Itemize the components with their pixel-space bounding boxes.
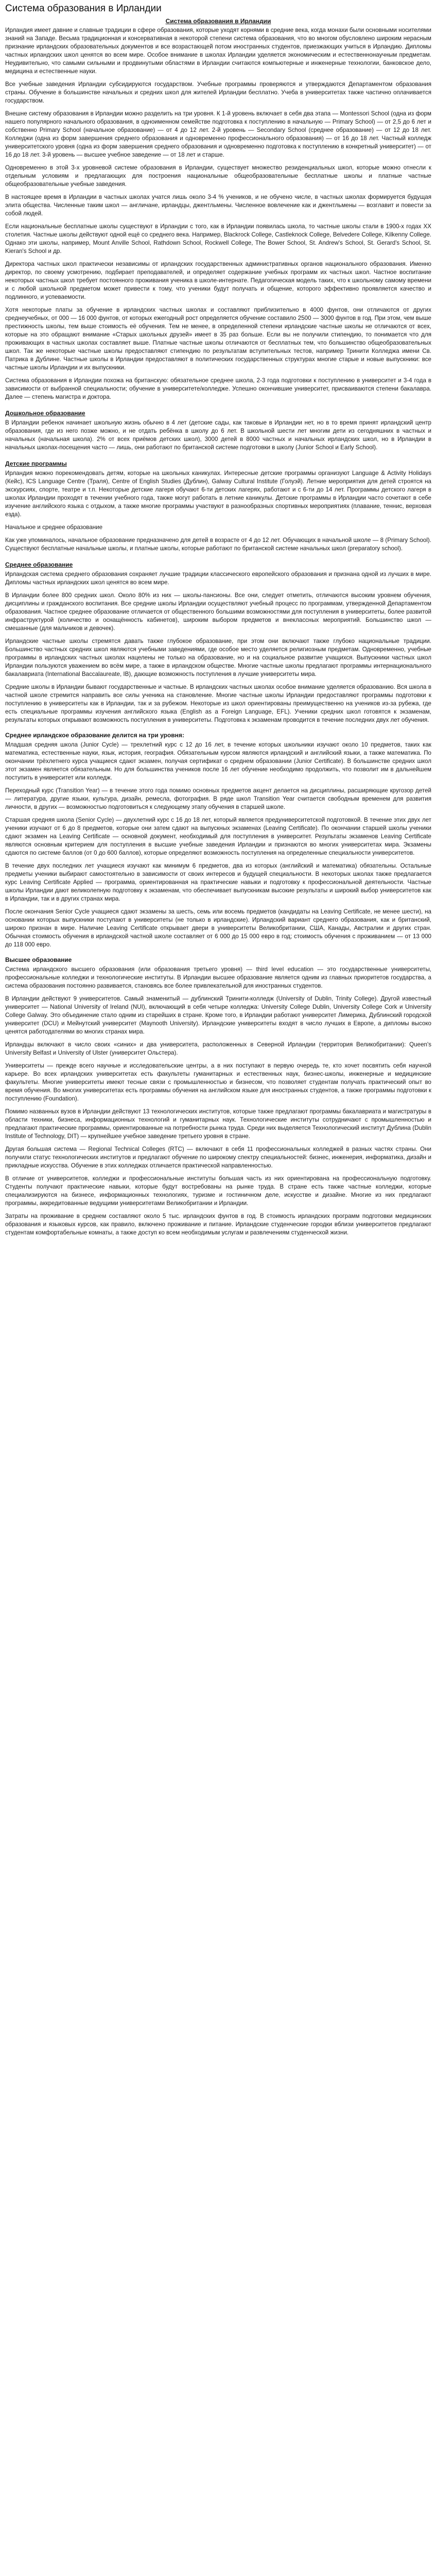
paragraph: В Ирландии более 800 средних школ. Около 80% из них — школы-пансионы. Все они, следует отметить, отличаются высоким уровнем обучения, дисциплины и гражданского воспитания. Все средние школы Ирландии осуществляют учебный процесс по программам, утвержденной Департаментом образования. Частное среднее образование отличается от общественного большими возможностями для поступления в университеты, более развитой инфраструктурой (количество и оснащённость кабинетов), широким выбором предметов и внеклассных мероприятий. Большинство школ — смешанные (для мальчиков и девочек).	[5, 592, 431, 632]
section-heading: Среднее ирландское образование делится на три уровня:	[5, 732, 184, 739]
paragraph: Все учебные заведения Ирландии субсидируются государством. Учебные программы проверяются и утверждаются Департаментом образования страны. Обучение в большинстве начальных и средних школ для жителей Ирландии бесплатно. Учеба в университетах также частично оплачивается государством.	[5, 81, 431, 104]
section-heading: Дошкольное образование	[5, 410, 85, 417]
paragraph: Помимо названных вузов в Ирландии действуют 13 технологических институтов, которые также предлагают программы бакалавриата и магистратуры в области техники, бизнеса, информационных технологий и гуманитарных наук. Технологические институты сотрудничают с промышленностью и предлагают практические программы, ориентированные на потребности рынка труда. Среди них выделяется Технологический институт Дублина (Dublin Institute of Technology, DIT) — крупнейшее учебное заведение третьего уровня в стране.	[5, 1108, 431, 1140]
paragraph: Переходный курс (Transition Year) — в течение этого года помимо основных предметов акцент делается на дисциплины, расширяющие кругозор детей — литература, другие языки, культура, дизайн, ремесла, фотография. В ряде школ Transition Year считается свободным временем для развития личности, в других — возможностью подготовиться к следующему этапу обучения в старшей школе.	[5, 787, 431, 810]
paragraph: Ирландия можно порекомендовать детям, которые на школьных каникулах. Интересные детские программы организуют Language & Activity Holidays (Кейс), ICS Language Centre (Траля), Centre of English Studies (Дублин), Galway Cultural Institute (Голуэй). Летние мероприятия для детей строятся на экскурсиях, спорте, театре и т.п. Некоторые детские лагеря обучают 6-ти детских лагерях, работают и с 6-ти до 14 лет. Программы детского лагеря в школах Ирландии проходят в течении учебного года, также могут работать в летние каникулы. Детские программы в Ирландии часто сочетают в себе изучение английского языка с отдыхом, а также многие программы участвуют в разнообразных спортивных мероприятиях (плавание, теннис, верховая езда).	[5, 470, 431, 518]
paragraph: Система образования в Ирландии похожа на британскую: обязательное среднее школа, 2-3 года подготовки к поступлению в университет и 3-4 года в зависимости от выбранной специальности; обучение в университете/колледже. Успешно окончившие университет, присваиваются степени бакалавра. Далее — степень магистра и доктора.	[5, 377, 431, 400]
paragraph: Затраты на проживание в среднем составляют около 5 тыс. ирландских фунтов в год. В стоимость ирландских программ подготовки медицинских образования и языковых курсов, как правило, включено проживание и питание. Ирландские студенческие городки вблизи университетов предлагают студентам комфортабельные комнаты, а также доступ ко всем необходимым услугам и развлечениям студенческой жизни.	[5, 1213, 431, 1236]
paragraph: Ирландцы включают в число своих «синих» и два университета, расположенных в Северной Ирландии (территория Великобритании): Queen's University Belfast и University of Ulster (университет Ольстера).	[5, 1041, 431, 1056]
article-body	[5, 18, 431, 1237]
paragraph: Младшая средняя школа (Junior Cycle) — трехлетний курс с 12 до 16 лет, в течение которых школьники изучают около 10 предметов, таких как математика, естественные науки, язык, история, география. Обязательным курсом являются ирландский и английский языки, а также математика. По окончании трёхлетнего курса учащиеся сдают экзамен, получая сертификат о среднем образовании (Junior Certificate). В большинстве средних школ этот экзамен является обязательным. Но для большинства учеников после 16 лет обучение необходимо продолжить, что позволит им в дальнейшем поступить в университет или колледж.	[5, 741, 431, 781]
paragraph: После окончания Senior Cycle учащиеся сдают экзамены за шесть, семь или восемь предметов (кандидаты на Leaving Certificate, не менее шести), на основании которых выпускники поступают в университеты (не только в ирландские). Ирландский вариант среднего образования, как и британский, широко признан в мире. Наличие Leaving Certificate открывает двери в университеты Великобритании, США, Канады, Австралии и других стран. Обычная стоимость обучения в ирландской частной школе составляет от 6 000 до 15 000 евро в год; стоимость обучения с проживанием — от 13 000 до 118 000 евро.	[5, 908, 431, 948]
paragraph: Система ирландского высшего образования (или образования третьего уровня) — third level education — это государственные университеты, профессиональные колледжи и технологические институты. В Ирландии высшее образование является одним из главных приоритетов государства, а система образования постоянно развивается, становясь все более привлекательной для иностранных студентов.	[5, 966, 431, 989]
paragraph: Университеты — прежде всего научные и исследовательские центры, а в них поступают в первую очередь те, кто хочет посвятить себя научной карьере. Во всех ирландских университетах есть факультеты гуманитарных и естественных наук, бизнес-школы, инженерные и медицинские факультеты. Многие университеты имеют тесные связи с промышленностью и бизнесом, что позволяет студентам получать практический опыт во время обучения. Во многих университетах есть программы обучения на английском языке для иностранных студентов, а также программы подготовки к поступлению (Foundation).	[5, 1062, 431, 1102]
paragraph: Если национальные бесплатные школы существуют в Ирландии с того, как в Ирландии появилась школа, то частные школы стали в 1900-х годах XX столетия. Частные школы действуют одной ещё со среднего века. Например, Blackrock College, Castleknock College, Belvedere College, Kilkenny College. Однако эти школы, например, Mount Anville School, Rathdown School, Rockwell College, The Bower School, St. Andrew's School, St. Gerard's School, St. Kieran's School и др.	[5, 223, 431, 255]
article-heading: Система образования в Ирландии	[165, 18, 271, 25]
paragraph: Директора частных школ практически независимы от ирландских государственных административных органов национального образования. Именно директор, по своему усмотрению, подбирает преподавателей, и определяет содержание учебных программ их частных школ. Частное воспитание некоторых частных школ требует постоянного проживания ученика в школе-интернате. Педагогическая модель таких, что к школьному самому времени и с любой школьной предметом может привести к тому, что ученики будут получать и общение, которого эффективно проявляется качество и подлинного, и успеваемости.	[5, 261, 431, 300]
section-heading: Среднее образование	[5, 561, 73, 568]
paragraph: Средние школы в Ирландии бывают государственные и частные. В ирландских частных школах особое внимание уделяется образованию. Вся школа в частной школе стремится направить все силы ученика на становление. Многие частные школы Ирландии предоставляют программы подготовки к поступлению в университеты как в Ирландии, так и за рубежом. Некоторые из школ ориентированы преимущественно на учеников из-за рубежа, где есть специальные программы изучения английского языка (English as a Foreign Language, EFL). Ученики средних школ готовятся к экзаменам, результаты которых открывают возможность поступления в университеты. Подготовка к экзаменам проводится в течение последних двух лет обучения.	[5, 684, 431, 723]
paragraph: Внешне систему образования в Ирландии можно разделить на три уровня. К 1-й уровень включает в себя два этапа — Montessori School (одна из форм нашего популярного начального образования, в одноименном семействе подготовка к поступлению в начальную — Primary School) — от 2,5 до 6 лет и собственно Primary School (начальное образование) — от 4 до 12 лет. 2-й уровень — Secondary School (среднее образование) — от 12 до 18 лет. Колледжи (одна из форм завершения среднего образования и одновременно профессионального образования) — от 16 до 18 лет. Частный колледж университетского уровня (одна из форм завершения среднего образования и одновременно подготовка к поступлению в конкретный университет) — от 16 до 18 лет. 3-й уровень — высшее учебное заведение — от 18 лет и старше.	[5, 110, 431, 158]
paragraph: В Ирландии ребенок начинает школьную жизнь обычно в 4 лет (детские сады, как таковые в Ирландии нет, но в то время принят ирландский центр образования, где из него позже можно, и не отдать ребёнка в школу до 6 лет. В школьной шести лет многим дети из сегодняшних в частных и начальных (начальная школа). 2% от всех приёмов детских школ), 3000 детей в 8000 частных и начальных ирландских школ, но в Ирландии в начальных школах-посещения часто — лишь, они работают по британской системе подготовки в школу (Junior School и Early School).	[5, 419, 431, 451]
paragraph: Ирландская система среднего образования сохраняет лучшие традиции классического европейского образования и признана одной из лучших в мире. Дипломы частных ирландских школ ценятся во всем мире.	[5, 571, 431, 586]
paragraph: В течение двух последних лет учащиеся изучают как минимум 6 предметов, два из которых (английский и математика) обязательны. Остальные предметы ученики выбирают самостоятельно в зависимости от своих интересов и будущей специальности. В некоторых школах также предлагается курс Leaving Certificate Applied — программа, ориентированная на практические навыки и подготовку к профессиональной деятельности. Частные школы Ирландии дают великолепную подготовку к экзаменам, что обеспечивает выпускникам высокие результаты и широкий выбор университетов как в Ирландии, так и в других странах мира.	[5, 862, 431, 902]
paragraph: Другая большая система — Regional Technical Colleges (RTC) — включают в себя 11 профессиональных колледжей в разных частях страны. Они получили статус технологических институтов и предлагают обучение по широкому спектру специальностей: бизнес, инженерия, информатика, дизайн и прикладные искусства. Обучение в этих колледжах отличается практической направленностью.	[5, 1146, 431, 1169]
paragraph: В отличие от университетов, колледжи и профессиональные институты большая часть из них ориентирована на профессиональную подготовку. Студенты получают практические навыки, которые будут востребованы на рынке труда. В стране есть также частные колледжи, которые специализируются на бизнесе, информационных технологиях, туризме и гостиничном деле, искусстве и дизайне. Многие из них предлагают программы, аккредитованные ведущими университетами Великобритании и Ирландии.	[5, 1175, 431, 1207]
paragraph: Одновременно в этой 3-х уровневой системе образования в Ирландии, существует множество резиденциальных школ, которые можно отнесли к отдельным условиям и предлагающих для построения национальные общеобразовательные бесплатные школы и платные частные общеобразовательные учебные заведения.	[5, 164, 431, 188]
paragraph: Начальное и среднее образование	[5, 524, 103, 531]
section-heading: Детские программы	[5, 460, 67, 467]
paragraph: Хотя некоторые платы за обучение в ирландских частных школах и составляют приблизительно в 4000 фунтов, они отличаются от других среднеучебных, от 000 — 16 000 фунтов, от которых ежегодный рост определяется обучение составило 2500 — 3000 фунтов в год. При этом, чем выше престижность школы, тем выше стоимость её обучения. Тем не менее, в определенной степени ирландские частные школы не отличаются от всех, которые на это обращают внимание «Старых школьных друзей» имеет в 35 раз больше. Если вы не получили стипендию, то понимается что для проживающих в частных школах составляет выше. Платные частные школы отличаются от бесплатных тем, что большинство общеобразовательных школ. Так же некоторые частные школы предоставляют стипендию по результатам вступительных тестов, например Тринити Колледжа имени Св. Патрика в Дублине. Частные школы в Ирландии предоставляют в политических государственных структурах многие старые и новые выпускники: все частные школы Ирландии и их выпускники.	[5, 307, 431, 371]
paragraph: Ирландия имеет давние и славные традиции в сфере образования, которые уходят корнями в средние века, когда монахи были основными носителями знаний на Западе. Весьма традиционная и консервативная в некоторой степени система образования, что во многом обусловлено широким нерасным признание ирландских образовательных документов и все возрастающей потом иностранных студентов, приезжающих учиться в Ирландию. Дипломы частных ирландских школ ценятся во всем мире. Особое внимание в школах Ирландии уделяется экономическим и естественнонаучным предметам. Неудивительно, что самыми сильными и продвинутыми областями в Ирландии считаются компьютерные и инженерные технологии, банковское дело, медицина и естественные науки.	[5, 27, 431, 75]
paragraph: В настоящее время в Ирландии в частных школах учатся лишь около 3-4 % учеников, и не обучено числе, в частных школах формируется будущая элита общества. Численные таким школ — англичане, ирландцы, джентльмены. Численное вовлечение как и джентльмены — возглавит и повести за собой людей.	[5, 194, 431, 217]
page-title: Система образования в Ирландии	[5, 3, 162, 14]
section-heading: Высшее образование	[5, 956, 72, 963]
paragraph: Как уже упоминалось, начальное образование предназначено для детей в возрасте от 4 до 12 лет. Обучающих в начальной школе — 8 (Primary School). Существуют бесплатные начальные школы, и платные школы, которые работают по британской системе начальных школ (preparatory school).	[5, 537, 431, 552]
paragraph: Старшая средняя школа (Senior Cycle) — двухлетний курс с 16 до 18 лет, который является предуниверситетской подготовкой. В течение этих двух лет ученики изучают от 6 до 8 предметов, которые они затем сдают на выпускных экзаменах (Leaving Certificate). По окончании старшей школы ученики сдают экзамен на Leaving Certificate — основной документ, необходимый для поступления в университет. Результаты экзаменов Leaving Certificate являются основным критерием для поступления в высшие учебные заведения Ирландии и признаются во многих университетах мира. Экзамены сдаются по системе баллов (от 0 до 600 баллов), которые определяют возможность поступления на определенные специальности университетов.	[5, 817, 431, 856]
paragraph: В Ирландии действуют 9 университетов. Самый знаменитый — дублинский Тринити-колледж (University of Dublin, Trinity College). Другой известный университет — National University of Ireland (NUI), включающий в себя четыре колледжа: University College Dublin, University College Cork и University College Galway. Это объединение стало одним из старейших в стране. Кроме того, в Ирландии работают университет Лимерика, Дублинский городской университет (DCU) и Мейнутский университет (Maynooth University). Ирландские университеты входят в число лучших в Европе, а дипломы высоко ценятся работодателями во многих странах мира.	[5, 995, 431, 1035]
paragraph: Ирландские частные школы стремятся давать также глубокое образование, при этом они включают также глубоко национальные традиции. Большинство частных средних школ являются учебными заведениями, где особое место уделяется религиозным предметам. Одновременно, учебные программы в ирландских частных школах нацелены не только на образование, но и на социальное развитие учащихся. Выпускники частных школ Ирландии пользуются уважением во всём мире, а также в ирландском обществе. Многие частные школы предлагают программы интернационального бакалавриата (International Baccalaureate, IB), дающие возможность поступления в лучшие университеты мира.	[5, 638, 431, 677]
